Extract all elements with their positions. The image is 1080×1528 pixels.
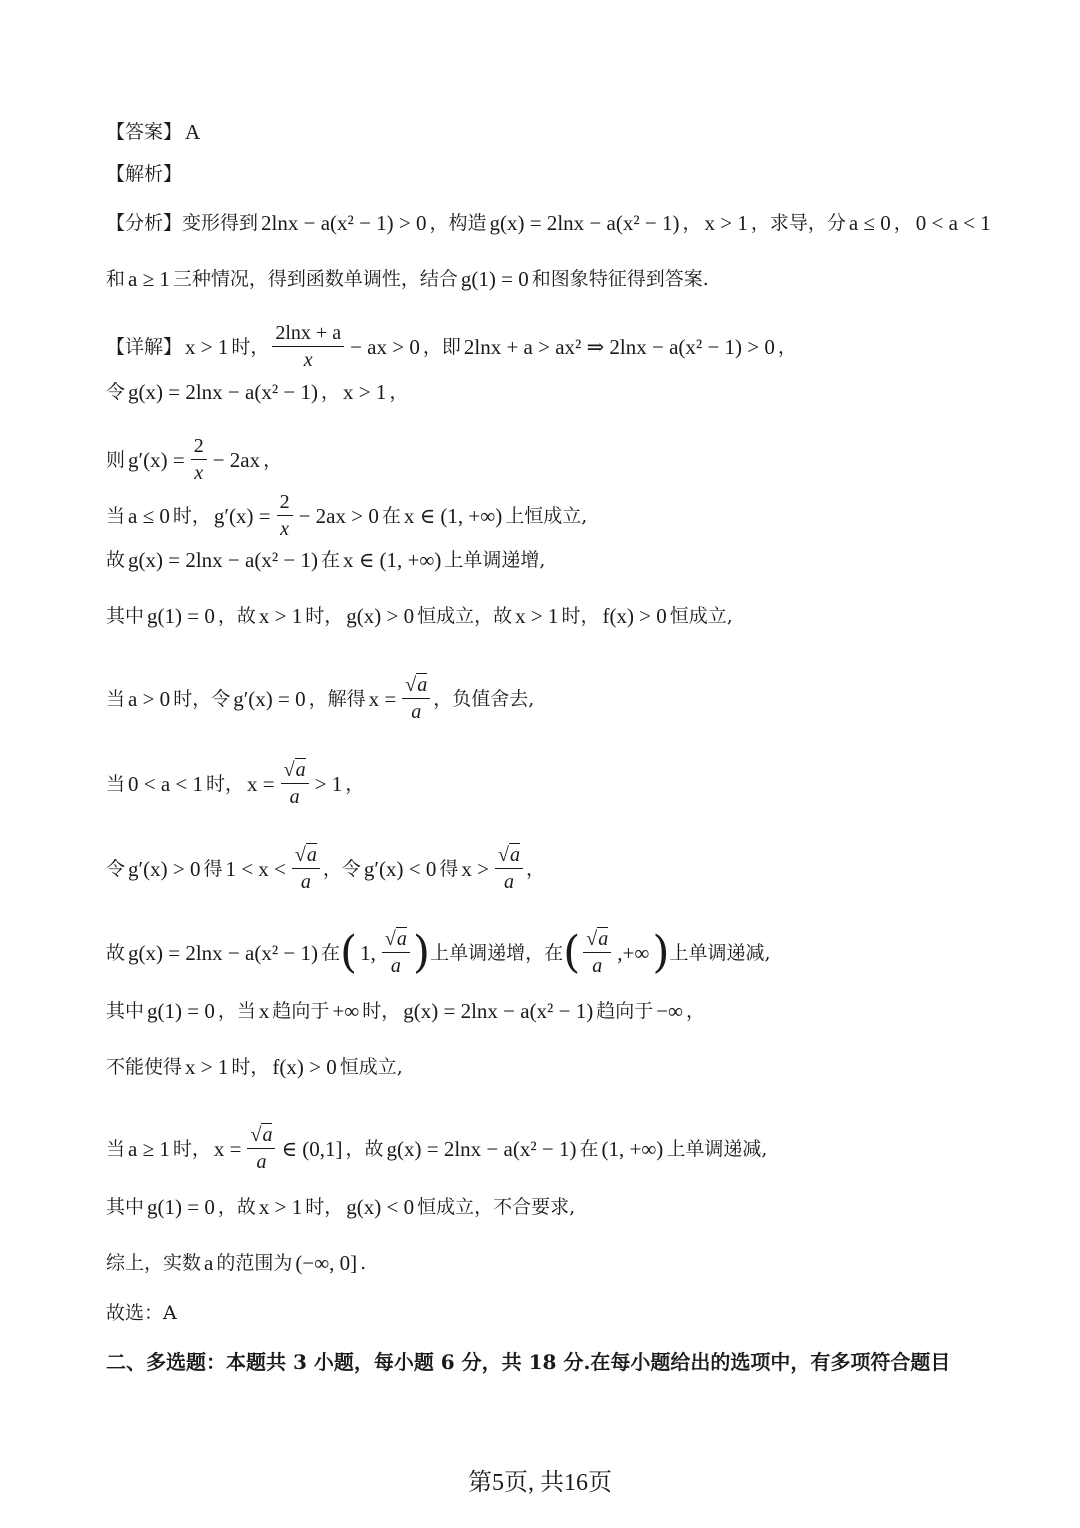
math: +∞ [332,999,360,1023]
fraction [272,320,344,373]
text: 在 [381,504,401,527]
text: ， [525,857,545,880]
math: x > 1 [185,1055,229,1079]
math: f(x) > 0 [272,1055,337,1079]
fraction-numerator: 2 [191,433,207,460]
fraction [382,926,410,979]
text: ，解得 [308,687,366,710]
math: f(x) > 0 [602,604,667,628]
text: 恒成立，不合要求, [417,1196,576,1218]
text: 恒成立，故 [417,605,513,627]
text: 时， [231,1056,270,1078]
math: g′(x) = [213,503,271,528]
detail-line-4 [106,489,1020,542]
detail-line-5 [106,545,1020,575]
math: x > 1 [258,1195,303,1219]
fraction-numerator: √a [281,757,309,784]
math: > 1 [314,771,343,796]
detail-line-10 [106,926,1020,979]
text: ， [893,212,913,234]
math: x > [461,856,489,881]
text: ，构造 [429,212,487,234]
detail-line-3 [106,433,1020,486]
text: 在 [579,1137,599,1160]
detail-line-8 [106,757,1020,810]
fraction [292,842,320,895]
detail-line-7 [106,672,1020,725]
text: 上单调递减, [669,941,771,964]
math: x > 1 [343,380,387,404]
fraction-numerator: √a [402,672,430,699]
text: ，故 [217,1196,256,1218]
text: 综上，实数 [106,1252,202,1274]
text: 当 [106,1137,126,1160]
math: (1, +∞) [601,1136,664,1161]
text: 故 [106,549,126,571]
fraction-denominator: a [411,701,422,723]
math: a ≤ 0 [848,211,891,235]
math: ∈ (0,1] [281,1136,343,1161]
detail-line-6 [106,601,1020,631]
text: 其中 [106,1000,145,1022]
text: 的范围为 [216,1252,293,1274]
detail-line-13 [106,1122,1020,1175]
math: g(1) = 0 [147,1195,215,1219]
fenxi-line-1 [106,208,1020,238]
analysis-label: 【解析】 [106,163,183,185]
text: 变形得到 [182,212,259,234]
text: 当 [106,687,126,710]
text: 时，令 [173,687,231,710]
detail-line-1 [106,320,1020,373]
right-paren: ) [412,926,431,978]
fraction [191,433,207,486]
fraction-denominator: a [256,1151,267,1173]
fraction-numerator: √a [583,926,611,953]
text: 上单调递减, [666,1137,768,1160]
math: − 2ax > 0 [298,503,379,528]
math: 1, [360,940,376,965]
fraction-numerator: √a [495,842,523,869]
fraction-numerator: √a [382,926,410,953]
text: ，求导，分 [750,212,846,234]
text: 和图象特征得到答案. [531,268,709,290]
text: 时， [172,1137,211,1160]
math: x = [368,686,397,711]
fraction-numerator: √a [292,842,320,869]
left-paren: ( [340,926,358,978]
text: 在 [320,941,340,964]
math: g′(x) > 0 [128,856,201,881]
text: ， [389,381,409,403]
text: 和 [106,268,126,290]
fraction [281,757,309,810]
text: 其中 [106,605,145,627]
fraction-denominator: a [390,955,401,977]
text: 恒成立, [339,1056,403,1078]
math: 0 < a < 1 [128,771,204,796]
text: ，当 [217,1000,256,1022]
final-choice: 故选：A [106,1302,177,1324]
math: 0 < a < 1 [915,211,991,235]
fraction [402,672,430,725]
sqrt-radicand: a [295,759,306,781]
text: ， [777,335,797,358]
text: 时， [206,772,245,795]
text: 趋向于 [596,1000,654,1022]
fraction-denominator: a [300,871,311,893]
sqrt-radicand: a [306,844,317,866]
text: 时， [561,605,600,627]
text: 得 [203,857,223,880]
math: x > 1 [185,334,229,359]
sqrt-radicand: a [417,674,428,696]
math: g(x) = 2lnx − a(x² − 1) [128,380,318,404]
math: 2lnx + a > ax² ⇒ 2lnx − a(x² − 1) > 0 [463,334,775,359]
math: g(x) > 0 [346,604,415,628]
detail-line-12 [106,1052,1020,1082]
text: ， [345,772,365,795]
math: − ax > 0 [350,334,420,359]
math: 2lnx − a(x² − 1) > 0 [261,211,427,235]
math: g(x) = 2lnx − a(x² − 1) [489,211,680,235]
text: 时， [305,605,344,627]
fraction [247,1122,275,1175]
math: x > 1 [515,604,559,628]
math: g(x) = 2lnx − a(x² − 1) [128,940,318,965]
text: ，令 [322,857,361,880]
detail-line-9 [106,842,1020,895]
fraction-denominator: x [303,349,313,371]
text: 令 [106,857,126,880]
math: a > 0 [128,686,171,711]
math: −∞ [656,999,684,1023]
text: 上单调递增，在 [430,941,564,964]
answer-label: 【答案】 [106,121,183,143]
text: 时， [305,1196,344,1218]
text: 故 [106,941,126,964]
detail-line-2 [106,377,1020,407]
detail-line-16 [106,1298,1020,1328]
sqrt-radicand: a [396,928,407,950]
text: ，即 [422,335,461,358]
text: ， [682,212,702,234]
math: g(1) = 0 [460,267,529,291]
analysis-heading [106,159,1020,189]
math: − 2ax [212,447,261,472]
fraction-denominator: a [289,786,300,808]
math: x ∈ (1, +∞) [403,503,503,528]
text: 当 [106,504,126,527]
text: 时， [362,1000,401,1022]
math: ,+∞ [617,940,650,965]
math: x [258,999,270,1023]
fraction [277,489,293,542]
fraction-numerator: √a [247,1122,275,1149]
fraction-denominator: a [503,871,514,893]
math: g(1) = 0 [147,604,215,628]
text: 其中 [106,1196,145,1218]
math: a ≤ 0 [128,503,170,528]
text: ， [320,381,340,403]
math: x > 1 [704,211,748,235]
text: 时， [172,504,211,527]
right-paren: ) [652,926,670,978]
detail-line-11 [106,996,1020,1026]
text: 趋向于 [272,1000,330,1022]
math: g′(x) = 0 [233,686,306,711]
math: (−∞, 0] [295,1251,358,1275]
math: x = [247,771,275,796]
text: ， [686,1000,706,1022]
detail-line-14 [106,1192,1020,1222]
math: a [204,1251,214,1275]
sqrt-radicand: a [509,844,520,866]
fenxi-label: 【分析】 [106,212,183,234]
text: 令 [106,381,126,403]
text: 不能使得 [106,1056,183,1078]
fraction-denominator: a [592,955,603,977]
math: a ≥ 1 [128,267,170,291]
text: ， [263,448,283,471]
detail-label: 【详解】 [106,335,183,358]
math: x ∈ (1, +∞) [343,548,442,572]
sqrt-radicand: a [262,1124,273,1146]
section-heading: 二、多选题：本题共 3 小题，每小题 6 分，共 18 分.在每小题给出的选项中，有多项符合题目 [106,1350,951,1374]
answer-value: A [185,120,201,144]
math: a ≥ 1 [128,1136,170,1161]
text: 得 [439,857,459,880]
math: 1 < x < [225,856,286,881]
text: ，故 [217,605,256,627]
text: 时， [231,335,270,358]
fraction [495,842,523,895]
fraction-denominator: x [194,462,204,484]
text: . [360,1252,367,1274]
answer-line [106,117,1020,147]
fraction [583,926,611,979]
text: 上单调递增, [444,549,546,571]
fraction-numerator: 2 [277,489,293,516]
text: ，故 [345,1137,384,1160]
text: 在 [320,549,340,571]
text: 当 [106,772,126,795]
detail-line-15 [106,1248,1020,1278]
math: x > 1 [258,604,303,628]
fraction-numerator: 2lnx + a [272,320,344,347]
text: 三种情况，得到函数单调性，结合 [172,268,458,290]
fenxi-line-2 [106,264,1020,294]
math: g′(x) < 0 [363,856,437,881]
sqrt-radicand: a [598,928,609,950]
math: g(x) = 2lnx − a(x² − 1) [386,1136,577,1161]
math: g(x) < 0 [346,1195,415,1219]
math: g(1) = 0 [147,999,215,1023]
math: g(x) = 2lnx − a(x² − 1) [403,999,594,1023]
math: g′(x) = [128,447,185,472]
text: ，负值舍去, [433,687,535,710]
left-paren: ( [563,926,581,978]
fraction-denominator: x [280,518,290,540]
text: 上恒成立, [505,504,588,527]
text: 则 [106,448,126,471]
math: x = [213,1136,242,1161]
text: 恒成立, [669,605,733,627]
math: g(x) = 2lnx − a(x² − 1) [128,548,318,572]
page-number: 第5页, 共16页 [468,1470,612,1496]
